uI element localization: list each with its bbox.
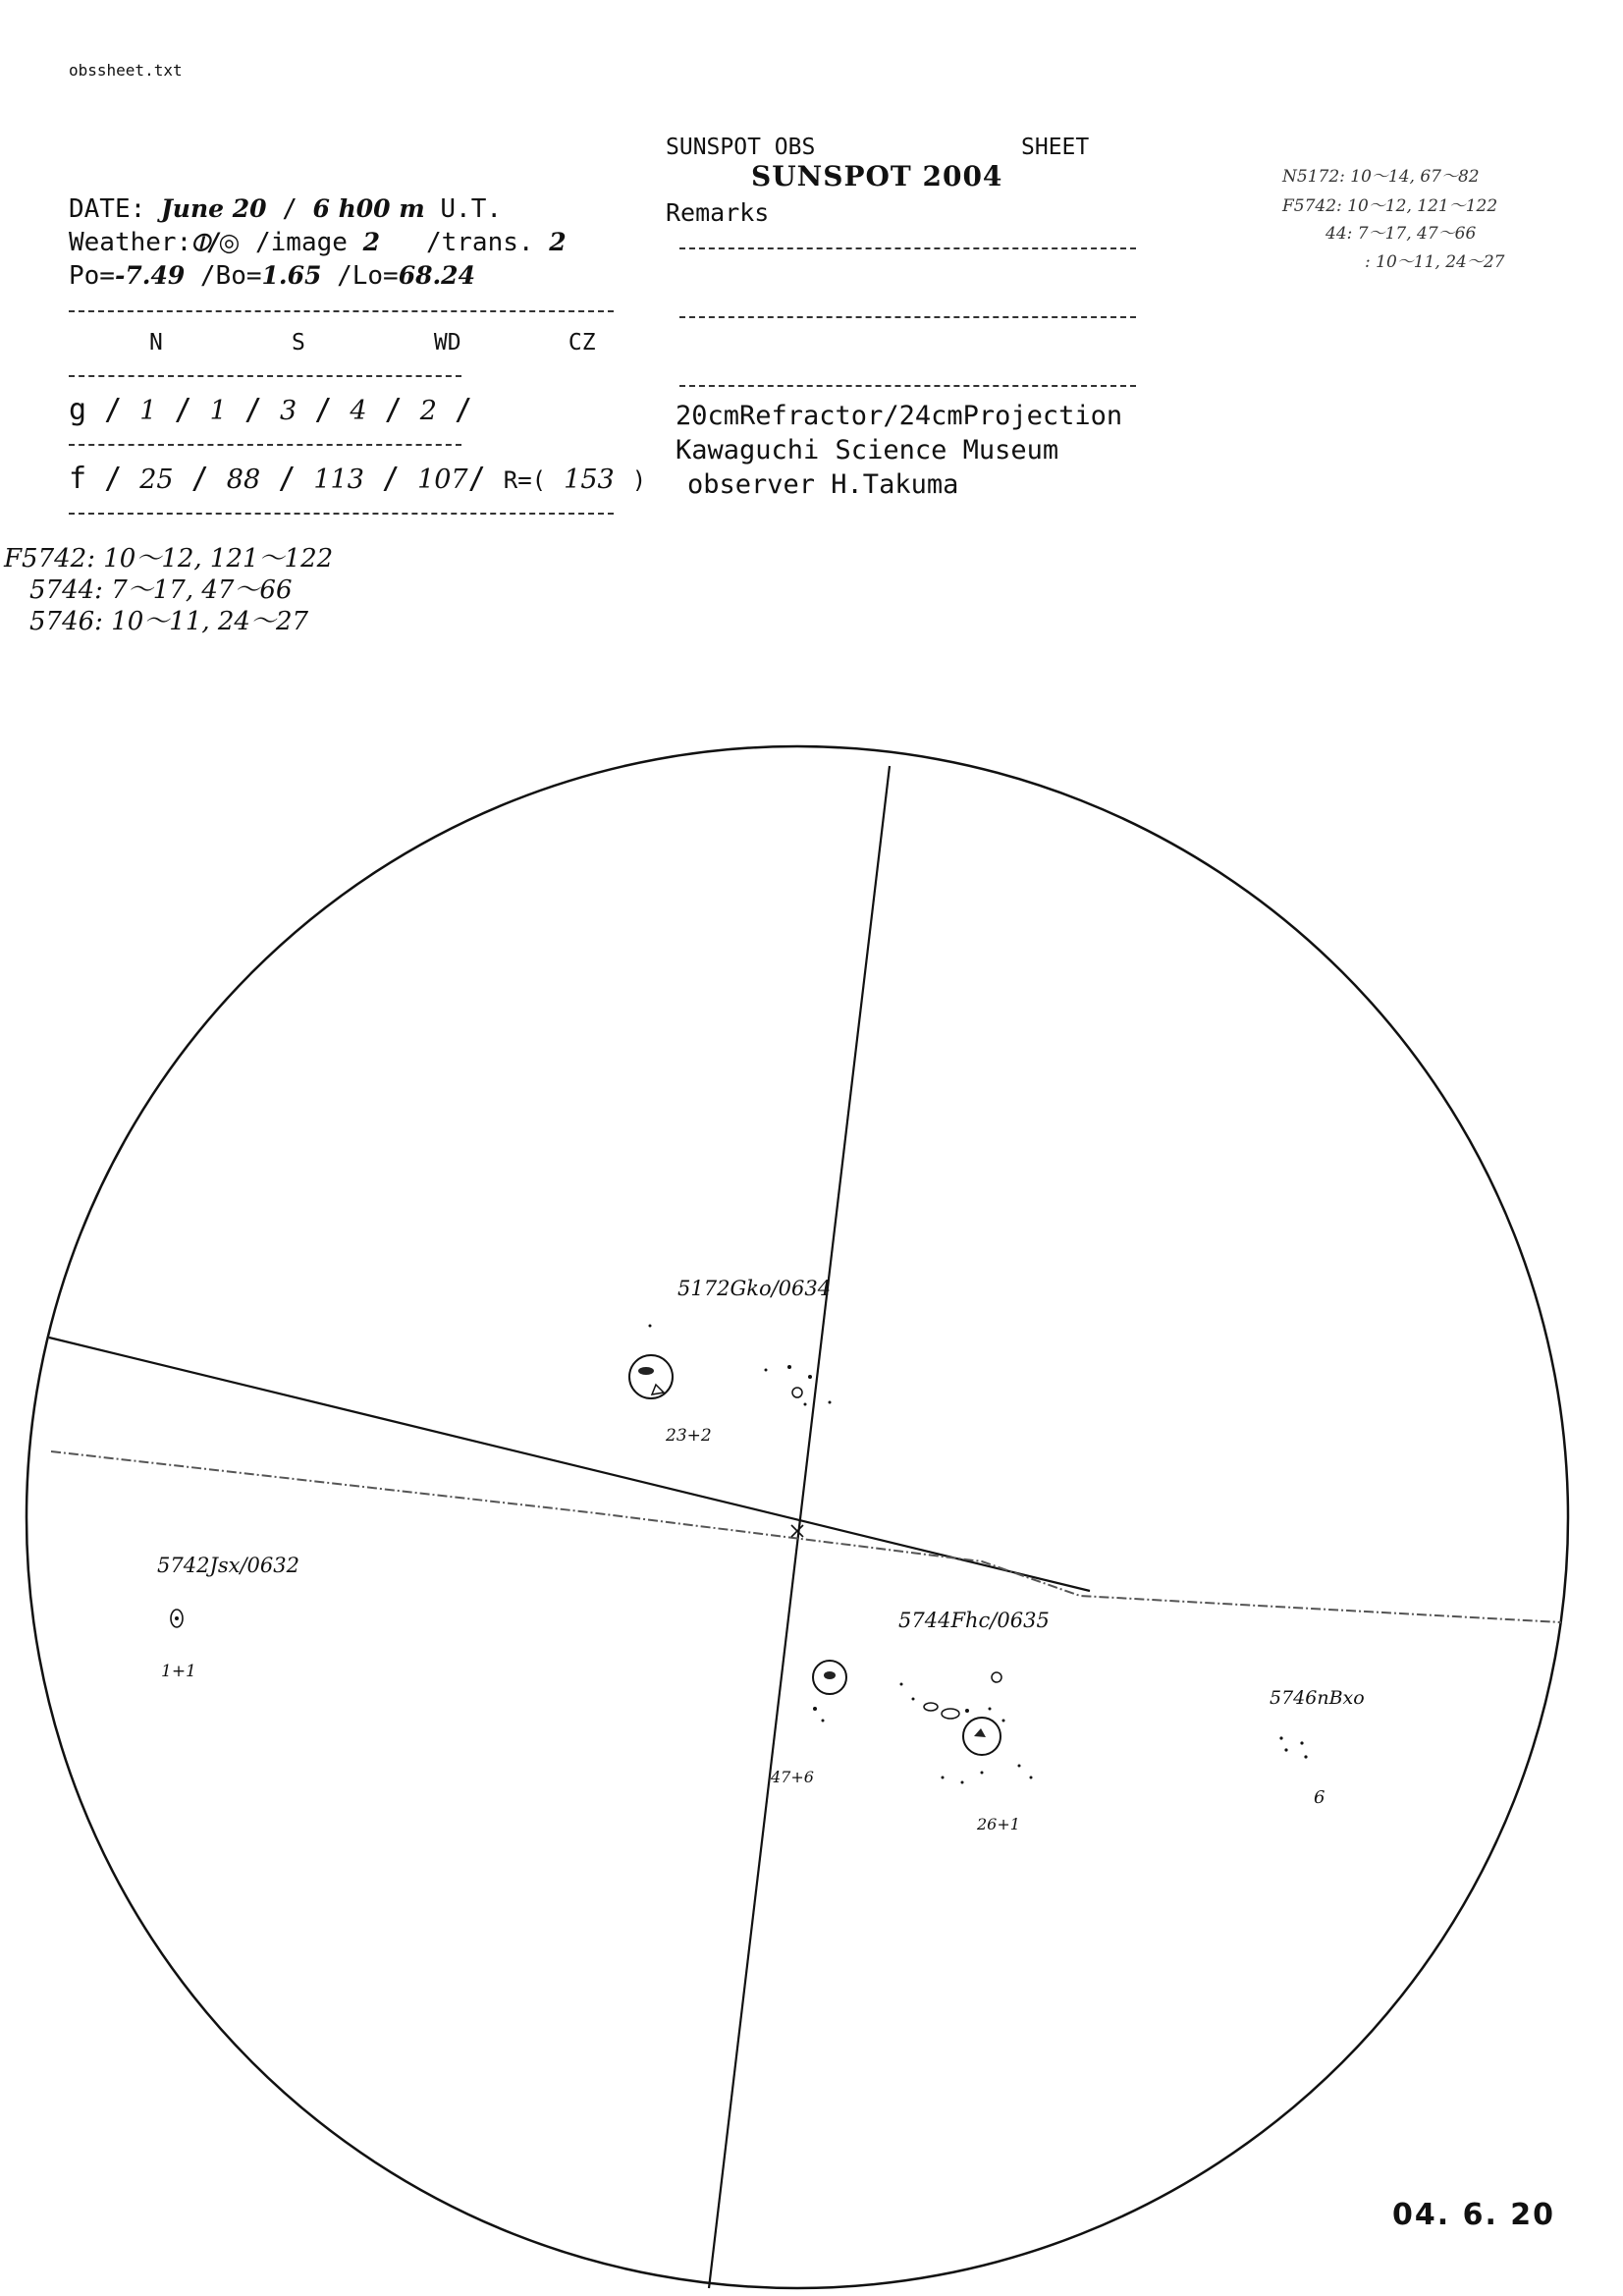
polar-axis-line	[709, 766, 890, 2288]
header-wd: WD	[433, 330, 461, 355]
left-note: F5742: 10～12, 121～122	[4, 544, 334, 574]
spot-group-5744	[813, 1661, 1033, 1784]
remarks-label: Remarks	[666, 198, 770, 227]
bo-value: 1.65	[261, 261, 322, 290]
lo-value: 68.24	[398, 261, 475, 290]
left-note: 5744: 7～17, 47～66	[29, 575, 293, 605]
right-note: 44: 7～17, 47～66	[1325, 224, 1477, 244]
f-value-s: 88	[226, 465, 261, 495]
spot-group-5746	[1279, 1736, 1307, 1758]
extra-count-5744: 26+1	[977, 1815, 1020, 1833]
trans-label: /trans.	[425, 228, 534, 257]
date-label: DATE:	[69, 194, 146, 224]
right-note: N5172: 10～14, 67～82	[1282, 167, 1480, 187]
r-close: )	[631, 466, 647, 494]
observer-name: observer H.Takuma	[687, 469, 959, 500]
date-stamp: 04. 6. 20	[1392, 2198, 1556, 2232]
right-note: F5742: 10～12, 121～122	[1282, 196, 1498, 216]
group-label-5742: 5742Jsx/0632	[157, 1554, 300, 1577]
f-value-n: 25	[139, 465, 174, 495]
g-value-n: 1	[139, 396, 157, 426]
spot-group-5742	[171, 1610, 183, 1627]
spot-count-row: f / 25 / 88 / 113 / 107/ R=( 153 )	[69, 462, 647, 496]
g-label: g	[69, 393, 87, 427]
time-unit: U.T.	[440, 194, 503, 224]
trans-value: 2	[549, 228, 567, 256]
header-cz: CZ	[568, 330, 596, 355]
group-count-5742: 1+1	[161, 1662, 196, 1681]
po-label: Po=	[69, 261, 115, 291]
group-label-5744: 5744Fhc/0635	[898, 1609, 1050, 1632]
image-label: /image	[255, 228, 348, 257]
sheet-title-suffix: SHEET	[1021, 135, 1090, 160]
lo-label: /Lo=	[337, 261, 399, 291]
header-n: N	[149, 330, 163, 355]
g-value-s: 1	[209, 396, 227, 426]
image-value: 2	[362, 228, 380, 256]
time-separator: /	[282, 194, 298, 224]
group-count-5746: 6	[1314, 1787, 1325, 1808]
left-note: 5746: 10～11, 24～27	[29, 607, 309, 636]
g-value-wd: 3	[280, 396, 298, 426]
f-value-cz: 107	[417, 465, 468, 495]
year-stamp: SUNSPOT 2004	[751, 160, 1003, 192]
f-label: f	[69, 462, 87, 496]
group-label-5746: 5746nBxo	[1270, 1687, 1365, 1709]
time-value: 6 h00 m	[312, 194, 425, 223]
bo-label: /Bo=	[199, 261, 262, 291]
weather-label: Weather:	[69, 228, 192, 257]
file-name: obssheet.txt	[69, 61, 183, 80]
f-value-wd: 113	[313, 465, 364, 495]
group-count-5744: 47+6	[771, 1768, 814, 1786]
r-value: 153	[564, 465, 615, 495]
group-label-5172: 5172Gko/0634	[677, 1277, 832, 1300]
spot-group-5172	[629, 1325, 832, 1406]
group-count-5172: 23+2	[666, 1426, 712, 1446]
date-value: June 20	[160, 194, 267, 223]
museum-name: Kawaguchi Science Museum	[676, 435, 1059, 465]
sheet-title: SUNSPOT OBS	[666, 135, 816, 160]
right-note: : 10～11, 24～27	[1365, 252, 1505, 272]
group-count-row: g / 1 / 1 / 3 / 4 / 2 /	[69, 393, 473, 427]
weather-value: ⦶/◎	[191, 228, 241, 256]
solar-disk-outline	[27, 746, 1568, 2288]
po-value: -7.49	[114, 261, 186, 290]
r-label: R=(	[503, 466, 547, 494]
header-s: S	[291, 330, 305, 355]
telescope-info: 20cmRefractor/24cmProjection	[676, 401, 1123, 431]
g-value-cz: 4	[350, 396, 367, 426]
g-value-total: 2	[419, 396, 437, 426]
